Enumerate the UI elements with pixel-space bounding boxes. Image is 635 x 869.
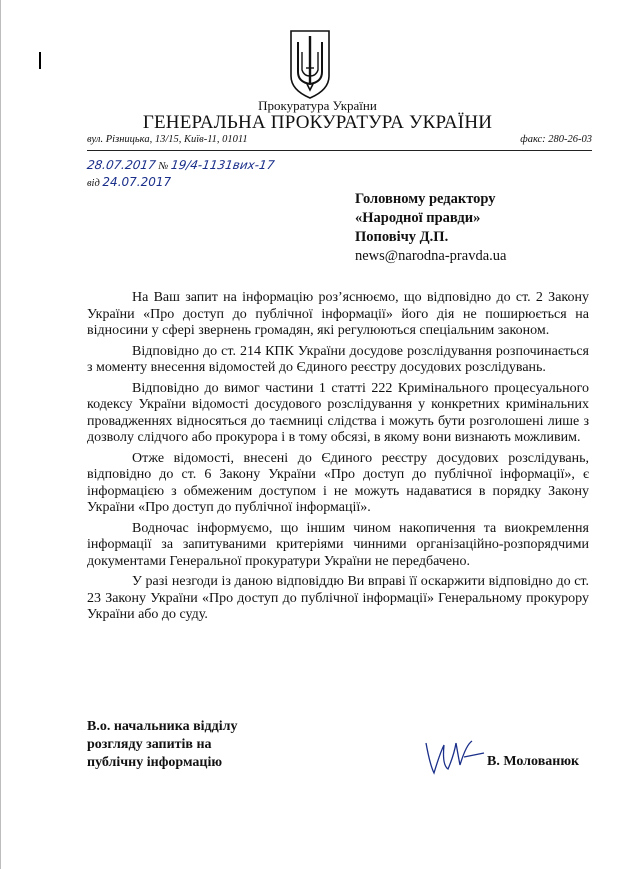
number-label: № — [158, 161, 169, 172]
paragraph-4: Отже відомості, внесені до Єдиного реєстру досудових розслідувань, відповідно до ст. 6 Закону України «Про доступ до публічної інформації», є інформацією з обмеженим доступом і не можуть надаватися в порядку Закону України «Про доступ до публічної інформації». — [87, 450, 589, 515]
address: вул. Різницька, 13/15, Київ-11, 01011 — [87, 134, 248, 145]
recipient-email: news@narodna-pravda.ua — [355, 248, 507, 264]
signatory-name: В. Молованюк — [487, 754, 580, 769]
recipient-name: Поповічу Д.П. — [355, 229, 449, 245]
handwritten-signature-icon — [420, 735, 490, 780]
recipient-title: Головному редактору — [355, 191, 496, 207]
paragraph-3: Відповідно до вимог частини 1 статті 222 Кримінального процесуального кодексу України відомості досудового розслідування у конкретних кримінальних провадженнях відносяться до таємниці слідства і можуть бути розголошені лише з дозволу слідчого або прокурора і в тому обсязі, в якому вони визнають можливим. — [87, 380, 589, 445]
reference-line — [87, 175, 171, 189]
paragraph-1: На Ваш запит на інформацію роз’яснюємо, що відповідно до ст. 2 Закону України «Про доступ до публічної інформації» його дія не поширюється на відносини у сфері звернень громадян, які регулюються спеціальним законом. — [87, 290, 589, 338]
org-parent: Прокуратура України — [258, 98, 377, 113]
reference-date: 24.07.2017 — [102, 175, 172, 189]
reference-label: від — [87, 178, 100, 189]
trident-coat-of-arms-icon — [288, 28, 332, 100]
fax: факс: 280-26-03 — [520, 134, 592, 145]
recipient-block — [355, 190, 506, 266]
signatory-line-2: розгляду запитів на — [87, 737, 212, 752]
paragraph-6: У разі незгоди із даною відповіддю Ви вправі її оскаржити відповідно до ст. 23 Закону України «Про доступ до публічної інформації» Генеральному прокурору України або до суду. — [87, 574, 589, 622]
registration-line — [87, 158, 274, 172]
address-line — [87, 134, 592, 151]
registration-number: 19/4-1131вих-17 — [169, 158, 276, 172]
signatory-line-3: публічну інформацію — [87, 755, 223, 770]
recipient-org: «Народної правди» — [355, 210, 481, 226]
signatory-line-1: В.о. начальника відділу — [87, 719, 238, 734]
paragraph-2: Відповідно до ст. 214 КПК України досудове розслідування розпочинається з моменту внесення відомостей до Єдиного реєстру досудових розслідувань. — [87, 343, 589, 375]
signatory-position — [87, 718, 237, 772]
registration-date: 28.07.2017 — [86, 158, 157, 172]
paragraph-5: Водночас інформуємо, що іншим чином накопичення та виокремлення інформації за запитуваними критеріями чинними організаційно-розпорядчими документами Генеральної прокуратури України не передбачено. — [87, 520, 589, 569]
text-cursor — [39, 52, 41, 69]
org-name: ГЕНЕРАЛЬНА ПРОКУРАТУРА УКРАЇНИ — [142, 112, 493, 133]
letter-body — [87, 290, 589, 628]
